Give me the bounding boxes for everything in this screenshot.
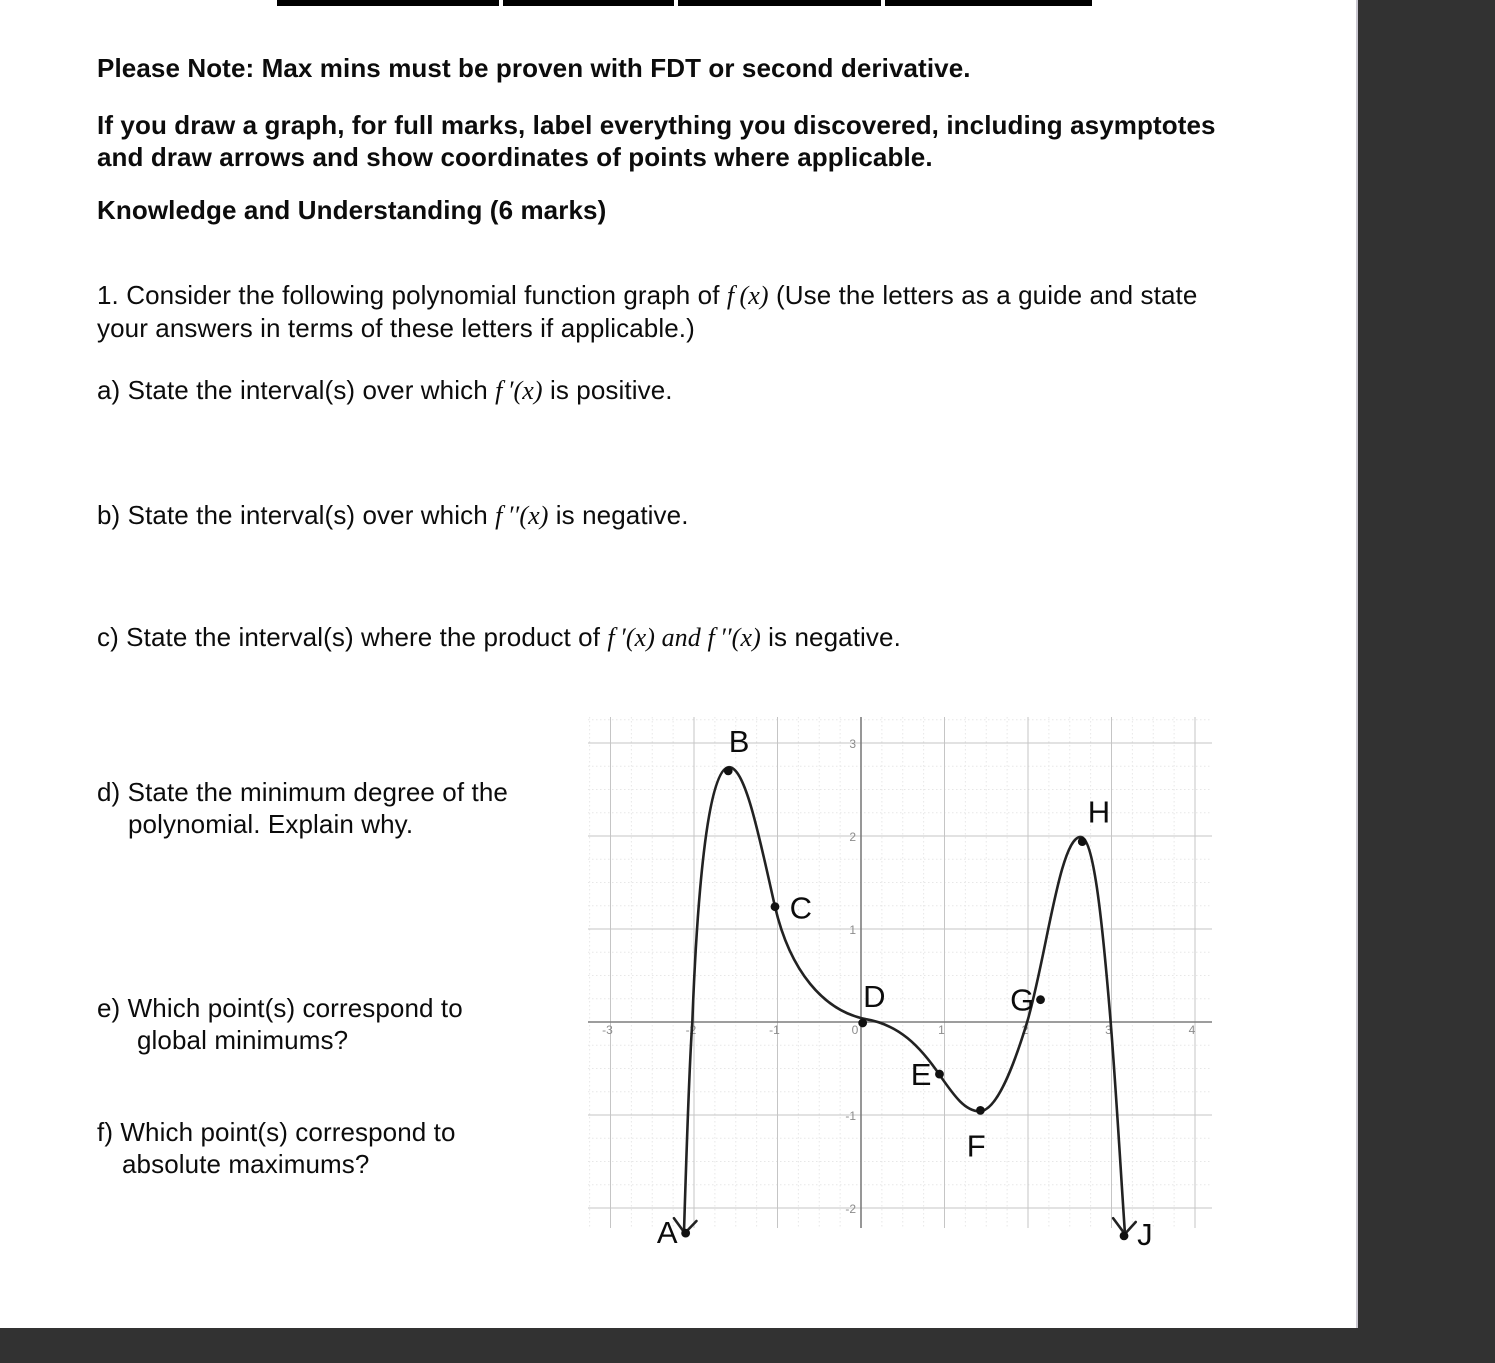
point-label-B: B — [728, 723, 750, 759]
text-run: is negative. — [760, 622, 901, 652]
math-run: f ′(x) — [495, 376, 543, 405]
x-tick-label: -2 — [685, 1023, 697, 1037]
y-tick-label: 1 — [849, 923, 856, 937]
question-1e — [97, 992, 463, 1056]
question-1c — [97, 621, 901, 654]
point-label-A: A — [656, 1215, 678, 1251]
point-label-D: D — [863, 978, 886, 1014]
text-line — [128, 808, 508, 840]
text-line — [97, 312, 1197, 344]
point-dot-F — [976, 1106, 985, 1115]
text-line — [97, 499, 689, 532]
x-tick-label: 3 — [1105, 1023, 1112, 1037]
point-dot-E — [935, 1070, 944, 1079]
question-1d — [97, 776, 508, 840]
text-run: 1. Consider the following polynomial function graph of — [97, 280, 727, 310]
top-underline-segment — [503, 0, 674, 6]
x-tick-label: 1 — [938, 1023, 945, 1037]
text-line — [97, 141, 1216, 173]
text-run: Knowledge and Understanding (6 marks) — [97, 195, 607, 225]
section-heading — [97, 194, 606, 226]
text-run: (Use the letters as a guide and state — [768, 280, 1198, 310]
point-label-H: H — [1087, 794, 1111, 830]
math-run: f ′(x) and f ′′(x) — [607, 623, 761, 652]
point-dot-A — [681, 1229, 690, 1238]
text-line — [137, 1024, 463, 1056]
text-run: f) Which point(s) correspond to — [97, 1117, 456, 1147]
text-line — [122, 1148, 456, 1180]
top-underline-segment — [277, 0, 499, 6]
text-line — [97, 279, 1197, 312]
y-tick-label: -2 — [845, 1202, 856, 1216]
text-line — [97, 1116, 456, 1148]
text-line — [97, 52, 971, 84]
point-dot-D — [858, 1019, 867, 1028]
question-1b — [97, 499, 689, 532]
point-dot-H — [1078, 837, 1087, 846]
point-label-F: F — [966, 1128, 986, 1164]
text-run: b) State the interval(s) over which — [97, 500, 496, 530]
text-run: e) Which point(s) correspond to — [97, 993, 463, 1023]
point-dot-B — [724, 767, 733, 776]
viewer-bottom-bar — [0, 1328, 1358, 1363]
text-line — [97, 109, 1216, 141]
text-line — [97, 992, 463, 1024]
x-tick-label: 0 — [851, 1023, 859, 1037]
math-run: f (x) — [726, 281, 769, 310]
viewer-right-panel — [1358, 0, 1495, 1363]
question-1f — [97, 1116, 456, 1180]
text-run: If you draw a graph, for full marks, label everything you discovered, including asymptotes — [97, 110, 1216, 140]
point-label-G: G — [1010, 982, 1035, 1018]
function-graph — [588, 715, 1215, 1260]
x-tick-label: 4 — [1188, 1023, 1196, 1037]
point-label-J: J — [1137, 1216, 1153, 1252]
text-run: polynomial. Explain why. — [128, 809, 414, 839]
top-underline-segment — [678, 0, 881, 6]
point-dot-C — [771, 902, 780, 911]
math-run: f ′′(x) — [495, 501, 549, 530]
note-heading — [97, 52, 971, 84]
x-tick-label: -1 — [769, 1023, 780, 1037]
text-run: is negative. — [548, 500, 689, 530]
y-tick-label: -1 — [845, 1109, 856, 1123]
question-1a — [97, 374, 673, 407]
x-tick-label: -3 — [602, 1023, 613, 1037]
text-run: a) State the interval(s) over which — [97, 375, 496, 405]
text-line — [97, 776, 508, 808]
x-tick-label: 2 — [1021, 1023, 1029, 1037]
y-tick-label: 3 — [849, 737, 856, 751]
text-run: is positive. — [542, 375, 673, 405]
text-line — [97, 194, 606, 226]
point-dot-J — [1120, 1232, 1129, 1241]
text-line — [97, 621, 901, 654]
text-line — [97, 374, 673, 407]
text-run: absolute maximums? — [122, 1149, 370, 1179]
point-label-C: C — [789, 890, 813, 926]
text-run: Please Note: Max mins must be proven with FDT or second derivative. — [97, 53, 971, 83]
question-1-stem — [97, 279, 1197, 344]
point-dot-G — [1036, 995, 1045, 1004]
top-underline-segment — [885, 0, 1092, 6]
text-run: and draw arrows and show coordinates of points where applicable. — [97, 142, 933, 172]
graph-instructions — [97, 109, 1216, 173]
text-run: d) State the minimum degree of the — [97, 777, 508, 807]
y-tick-label: 2 — [849, 830, 856, 844]
text-run: global minimums? — [137, 1025, 349, 1055]
text-run: c) State the interval(s) where the product of — [97, 622, 608, 652]
text-run: your answers in terms of these letters if applicable.) — [97, 313, 695, 343]
point-label-E: E — [910, 1056, 932, 1092]
polynomial-graph-svg — [588, 715, 1215, 1260]
function-curve — [684, 767, 1125, 1232]
